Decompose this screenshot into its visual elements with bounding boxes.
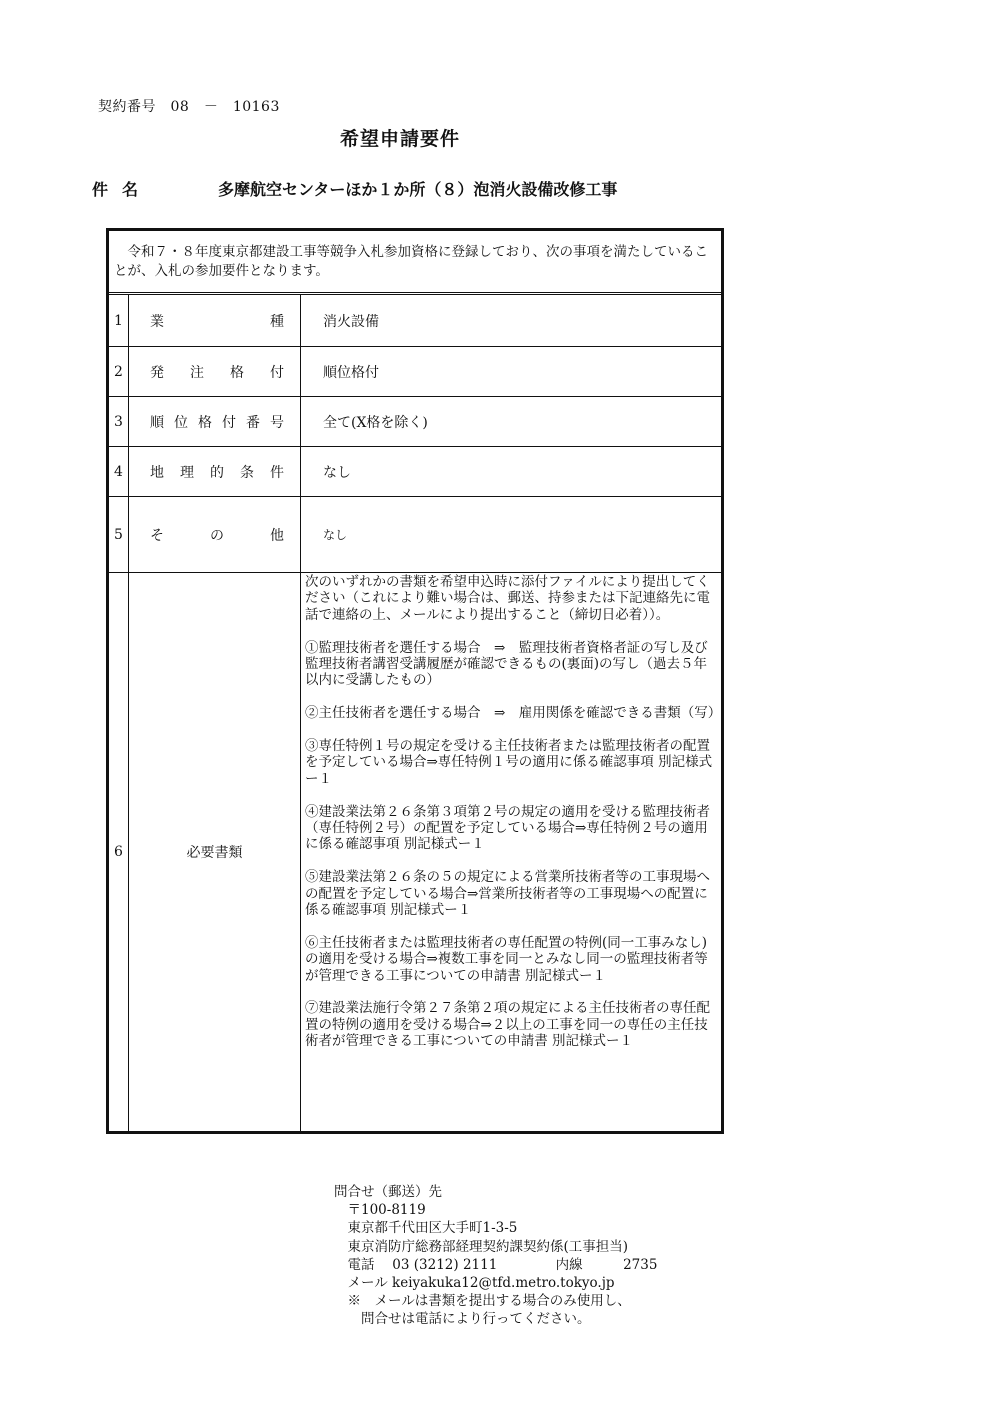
- contract-number: 契約番号 08 － 10163: [98, 99, 280, 115]
- row-label: [129, 397, 301, 446]
- document-title: 希望申請要件: [340, 128, 461, 150]
- row-number: 1: [109, 295, 129, 346]
- required-docs-paragraph: ①監理技術者を選任する場合 ⇒ 監理技術者資格者証の写し及び監理技術者講習受講履歴が確認できるもの(裏面)の写し（過去５年以内に受講したもの）: [305, 639, 708, 689]
- contact-postal-code: 〒100-8119: [334, 1202, 426, 1219]
- table-row-required-docs: [109, 573, 721, 1131]
- table-row: [109, 295, 721, 347]
- required-docs-paragraph: 次のいずれかの書類を希望申込時に添付ファイルにより提出してください（これにより難い場合は、郵送、持参または下記連絡先に電話で連絡の上、メールにより提出すること（締切日必着））。: [305, 574, 710, 623]
- required-docs-paragraph: ⑦建設業法施行令第２７条第２項の規定による主任技術者の専任配置の特例の適用を受ける場合⇒２以上の工事を同一の専任の主任技術者が管理できる工事についての申請書 別記様式ー１: [305, 1000, 710, 1050]
- contact-phone: 電話 03 (3212) 2111 内線 2735: [334, 1256, 658, 1273]
- required-docs-paragraph: ④建設業法第２６条第３項第２号の規定の適用を受ける監理技術者（専任特例２号）の配置を予定している場合⇒専任特例２号の適用に係る確認事項 別記様式ー１: [305, 803, 710, 853]
- contact-note: ※ メールは書類を提出する場合のみ使用し、: [334, 1293, 631, 1310]
- row-label: [129, 497, 301, 572]
- contact-email: メール keiyakuka12@tfd.metro.tokyo.jp: [334, 1275, 615, 1292]
- subject-value: 多摩航空センターほか１か所（８）泡消火設備改修工事: [218, 180, 618, 199]
- row-number: 6: [109, 573, 129, 1131]
- table-row: [109, 397, 721, 447]
- row-value: 消火設備: [323, 313, 379, 330]
- row-value: 全て(X格を除く): [323, 414, 428, 431]
- row-number: 2: [109, 347, 129, 396]
- row-label: [129, 447, 301, 496]
- intro-text: 令和７・８年度東京都建設工事等競争入札参加資格に登録しており、次の事項を満たしていることが、入札の参加要件となります。: [109, 231, 721, 295]
- table-row: [109, 497, 721, 573]
- subject-label: 件名: [92, 180, 153, 199]
- row-label: [129, 573, 301, 1131]
- required-docs-paragraph: ⑥主任技術者または監理技術者の専任配置の特例(同一工事みなし)の適用を受ける場合⇒複数工事を同一とみなし同一の監理技術者等が管理できる工事についての申請書 別記様式ー１: [305, 934, 708, 984]
- contact-block: [334, 1183, 657, 1329]
- row-label-chars: 業 種: [150, 313, 284, 330]
- row-label-chars: 発 注 格 付: [150, 364, 284, 381]
- row-number: 3: [109, 397, 129, 446]
- row-label-chars: 地 理 的 条 件: [150, 464, 284, 481]
- contact-note-cont: 問合せは電話により行ってください。: [334, 1311, 591, 1328]
- required-docs-label: 必要書類: [186, 845, 243, 861]
- required-docs-paragraph: ②主任技術者を選任する場合 ⇒ 雇用関係を確認できる書類（写）: [305, 705, 722, 722]
- row-label: [129, 295, 301, 346]
- required-docs-paragraph: ⑤建設業法第２６条の５の規定による営業所技術者等の工事現場への配置を予定している場合⇒営業所技術者等の工事現場への配置に係る確認事項 別記様式ー１: [305, 869, 710, 919]
- contact-heading: 問合せ（郵送）先: [334, 1184, 442, 1200]
- required-docs-paragraph: ③専任特例１号の規定を受ける主任技術者または監理技術者の配置を予定している場合⇒専任特例１号の適用に係る確認事項 別記様式ー１: [305, 738, 713, 787]
- row-label: [129, 347, 301, 396]
- row-value: なし: [323, 528, 348, 542]
- row-number: 4: [109, 447, 129, 496]
- table-row: [109, 447, 721, 497]
- row-value: なし: [323, 464, 351, 481]
- required-docs-text: [301, 573, 721, 1131]
- row-number: 5: [109, 497, 129, 572]
- contact-department: 東京消防庁総務部経理契約課契約係(工事担当): [334, 1238, 629, 1255]
- row-label-chars: そ の 他: [150, 527, 284, 544]
- contact-address: 東京都千代田区大手町1-3-5: [334, 1220, 518, 1237]
- requirements-table: [106, 228, 724, 1134]
- row-label-chars: 順 位 格 付 番 号: [150, 414, 284, 431]
- row-value: 順位格付: [323, 364, 379, 381]
- table-row: [109, 347, 721, 397]
